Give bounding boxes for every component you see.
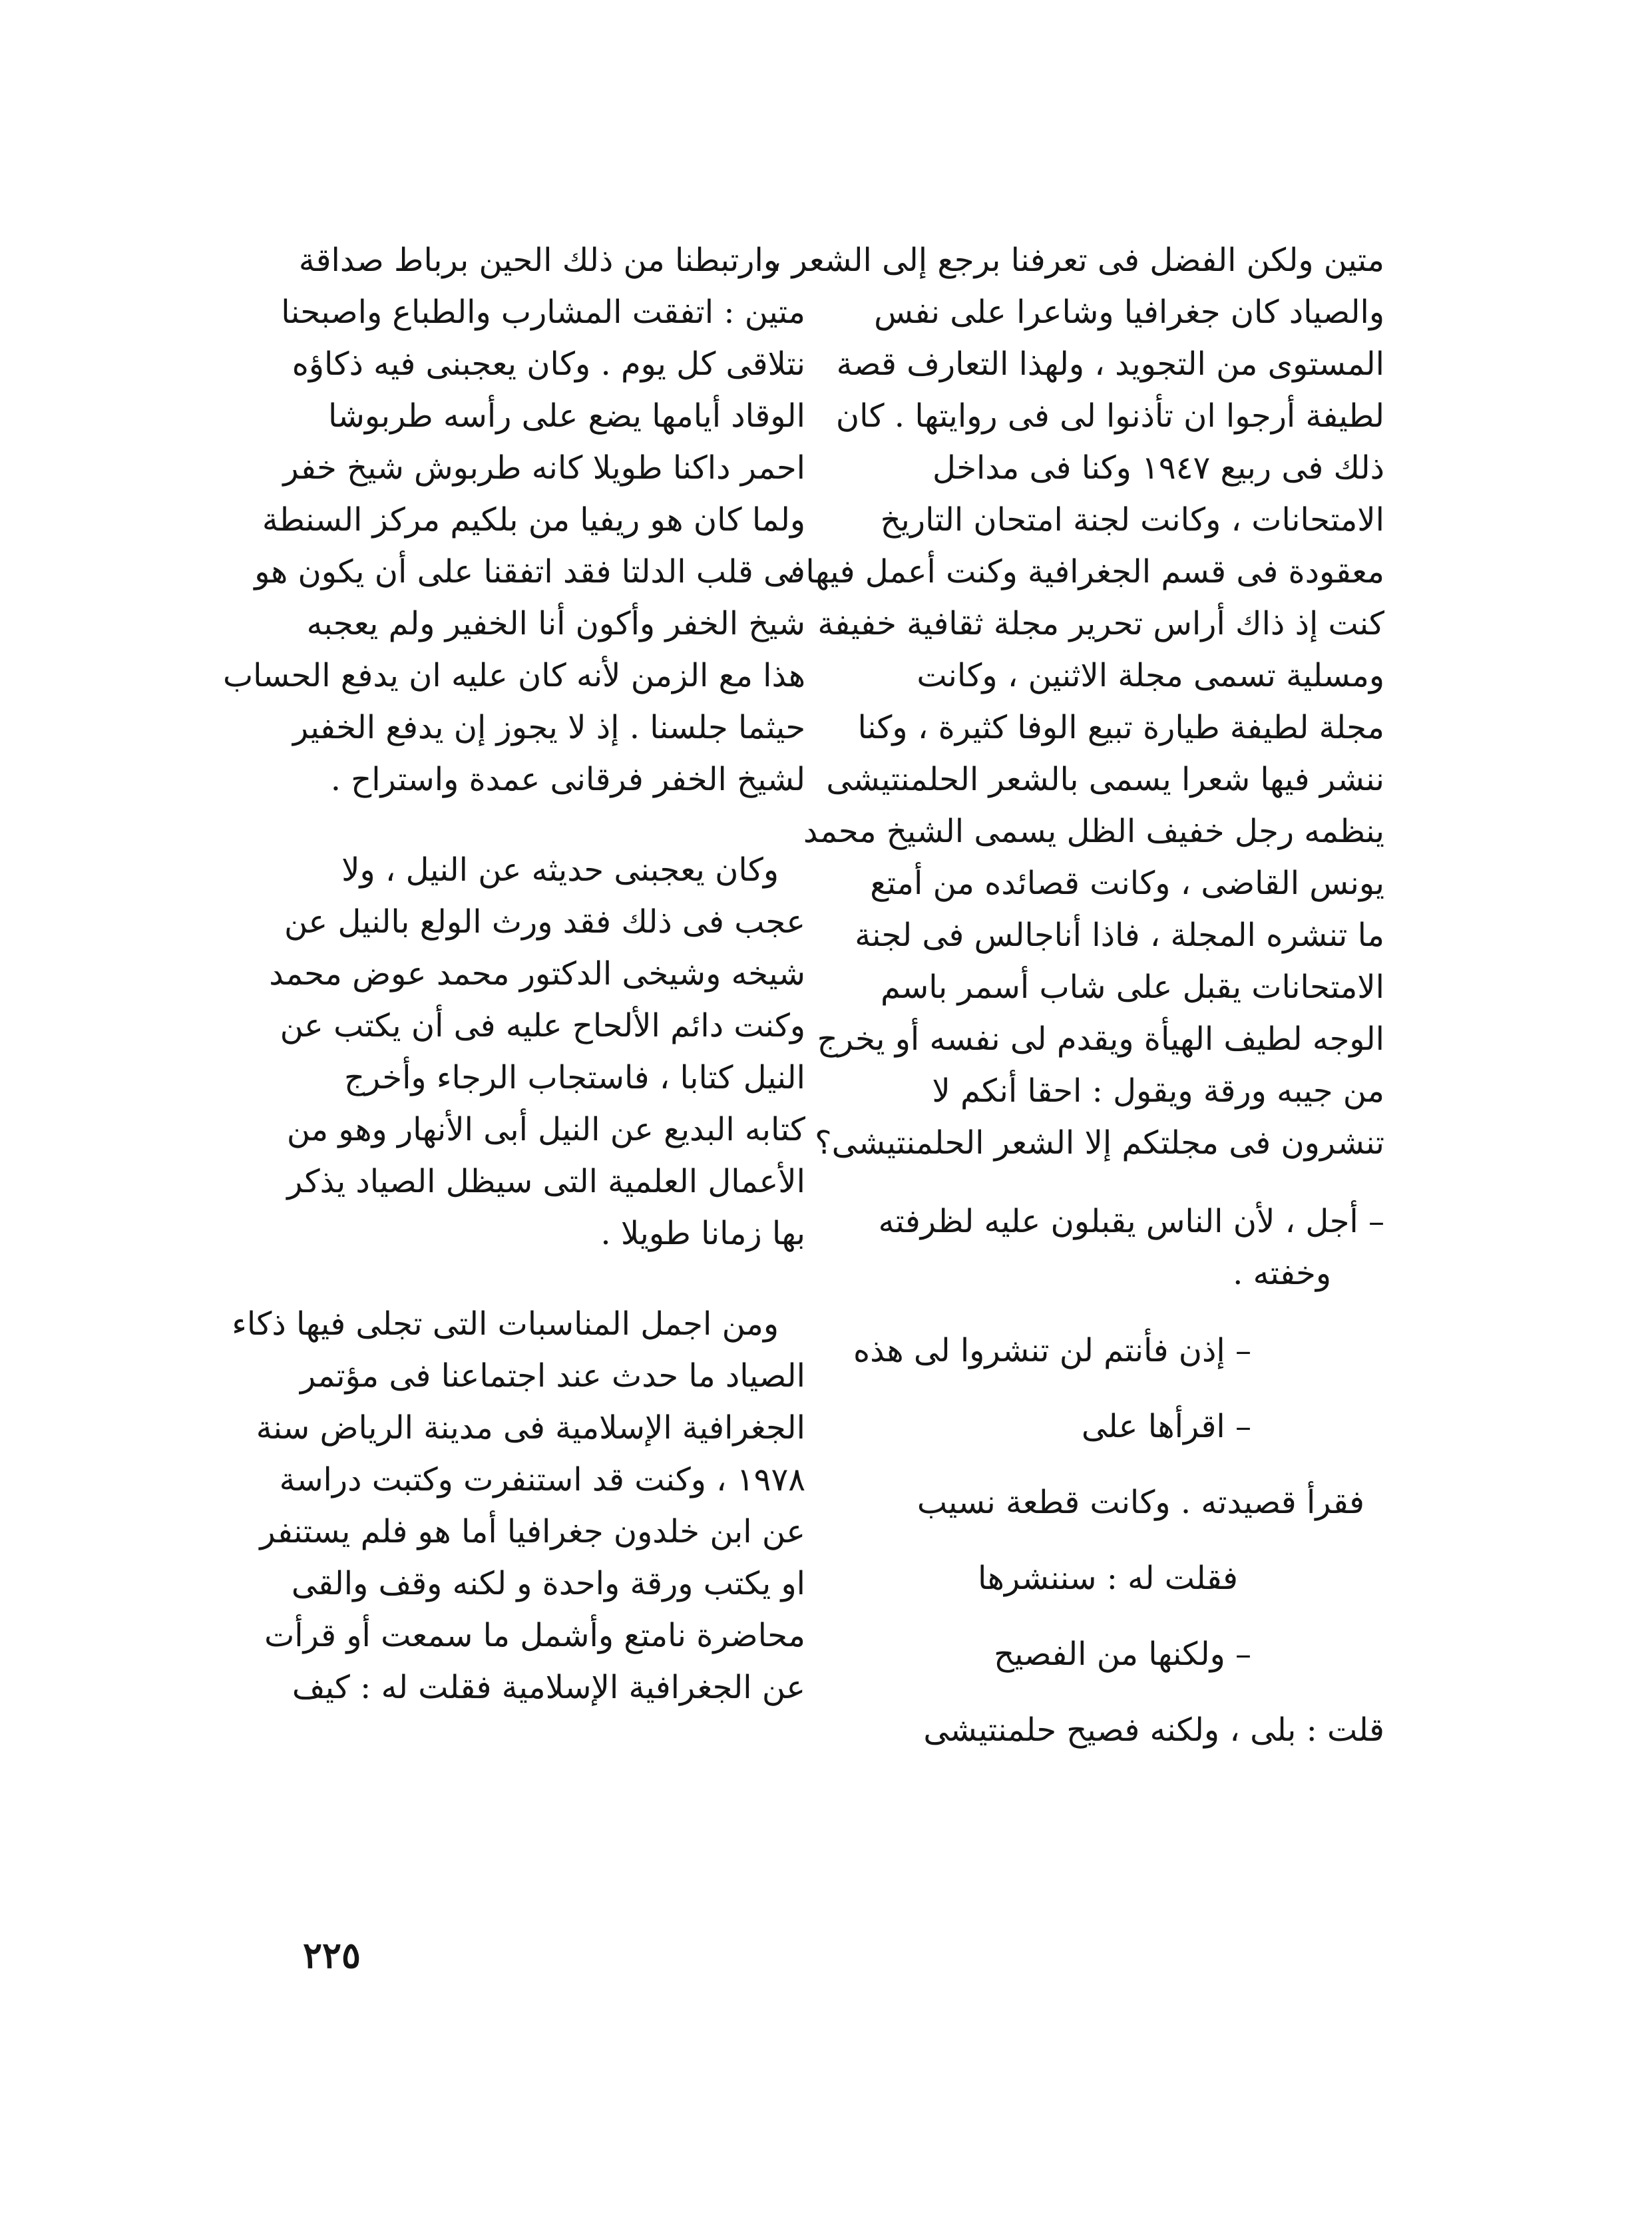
text-line: متين : اتفقت المشارب والطباع واصبحنا: [281, 294, 805, 331]
text-line: ومن اجمل المناسبات التى تجلى فيها ذكاء: [232, 1305, 779, 1343]
text-line: ينظمه رجل خفيف الظل يسمى الشيخ محمد: [803, 813, 1384, 850]
text-line: كنت إذ ذاك أراس تحرير مجلة ثقافية خفيفة: [817, 605, 1384, 642]
text-line: متين ولكن الفضل فى تعرفنا برجع إلى الشعر ،: [771, 242, 1384, 279]
dialogue-line: فقلت له : سننشرها: [978, 1560, 1238, 1597]
right-paragraph-1: [771, 234, 1384, 1169]
text-line: او يكتب ورقة واحدة و لكنه وقف والقى: [291, 1565, 805, 1602]
text-line: حيثما جلسنا . إذ لا يجوز إن يدفع الخفير: [292, 709, 805, 746]
dialogue-line: – إذن فأنتم لن تنشروا لى هذه: [853, 1332, 1251, 1369]
text-line: لطيفة أرجوا ان تأذنوا لى فى روايتها . كان: [835, 397, 1384, 435]
dialogue-line: – ولكنها من الفصيح: [994, 1636, 1251, 1673]
dialogue-line: فقرأ قصيدته . وكانت قطعة نسيب: [917, 1484, 1364, 1521]
dialogue-line: – اقرأها على: [1081, 1408, 1251, 1445]
paragraph-gap: [300, 805, 805, 844]
right-column: [771, 234, 1384, 1756]
text-line: فى قلب الدلتا فقد اتفقنا على أن يكون هو: [254, 553, 805, 590]
text-line: عن ابن خلدون جغرافيا أما هو فلم يستنفر: [260, 1513, 805, 1550]
text-line: الأعمال العلمية التى سيظل الصياد يذكر: [287, 1163, 805, 1200]
text-line: الجغرافية الإسلامية فى مدينة الرياض سنة: [256, 1409, 805, 1447]
text-line: شيخه وشيخى الدكتور محمد عوض محمد: [269, 955, 805, 993]
text-line: وارتبطنا من ذلك الحين برباط صداقة: [298, 242, 779, 279]
text-line: الامتحانات يقبل على شاب أسمر باسم: [881, 969, 1384, 1006]
text-line: يونس القاضى ، وكانت قصائده من أمتع: [870, 865, 1384, 902]
text-line: من جيبه ورقة ويقول : احقا أنكم لا: [932, 1072, 1384, 1110]
text-line: ننشر فيها شعرا يسمى بالشعر الحلمنتيشى: [826, 761, 1384, 798]
text-line: كتابه البديع عن النيل أبى الأنهار وهو من: [286, 1111, 805, 1148]
text-line: ولما كان هو ريفيا من بلكيم مركز السنطة: [262, 501, 805, 539]
text-line: والصياد كان جغرافيا وشاعرا على نفس: [874, 294, 1384, 331]
dialogue-line: – أجل ، لأن الناس يقبلون عليه لظرفته: [878, 1203, 1384, 1240]
text-line: الصياد ما حدث عند اجتماعنا فى مؤتمر: [300, 1357, 805, 1395]
text-line: عجب فى ذلك فقد ورث الولع بالنيل عن: [284, 903, 805, 941]
text-line: محاضرة نامتع وأشمل ما سمعت أو قرأت: [264, 1617, 805, 1654]
text-line: وكنت دائم الألحاح عليه فى أن يكتب عن: [280, 1007, 805, 1044]
dialogue-block: [853, 1196, 1384, 1756]
text-line: ومسلية تسمى مجلة الاثنين ، وكانت: [917, 657, 1384, 694]
text-line: ما تنشره المجلة ، فاذا أناجالس فى لجنة: [855, 917, 1384, 954]
paragraph-gap: [300, 1259, 805, 1298]
text-line: معقودة فى قسم الجغرافية وكنت أعمل فيها ،: [785, 553, 1384, 590]
dialogue-line: وخفته .: [1233, 1255, 1331, 1292]
text-line: وكان يعجبنى حديثه عن النيل ، ولا: [341, 851, 779, 889]
left-paragraph-1: [222, 234, 805, 805]
left-column: [222, 234, 805, 1713]
text-line: النيل كتابا ، فاستجاب الرجاء وأخرج: [343, 1059, 805, 1096]
text-line: الوقاد أيامها يضع على رأسه طربوشا: [328, 397, 805, 435]
dialogue-line: قلت : بلى ، ولكنه فصيح حلمنتيشى: [923, 1711, 1384, 1749]
text-line: لشيخ الخفر فرقانى عمدة واستراح .: [330, 761, 805, 798]
paragraph-gap: [865, 1169, 1384, 1196]
text-line: تنشرون فى مجلتكم إلا الشعر الحلمنتيشى؟: [815, 1124, 1384, 1162]
text-line: ١٩٧٨ ، وكنت قد استنفرت وكتبت دراسة: [279, 1461, 805, 1498]
text-line: ذلك فى ربيع ١٩٤٧ وكنا فى مداخل: [932, 449, 1384, 487]
text-line: عن الجغرافية الإسلامية فقلت له : كيف: [292, 1669, 805, 1706]
text-line: شيخ الخفر وأكون أنا الخفير ولم يعجبه: [306, 605, 805, 642]
text-line: بها زمانا طويلا .: [600, 1215, 805, 1252]
text-line: الامتحانات ، وكانت لجنة امتحان التاريخ: [880, 501, 1384, 539]
left-paragraph-2: [269, 844, 805, 1259]
text-line: المستوى من التجويد ، ولهذا التعارف قصة: [836, 345, 1384, 383]
text-line: نتلاقى كل يوم . وكان يعجبنى فيه ذكاؤه: [292, 345, 805, 383]
text-line: احمر داكنا طويلا كانه طربوش شيخ خفر: [283, 449, 805, 487]
text-line: هذا مع الزمن لأنه كان عليه ان يدفع الحساب: [222, 657, 805, 694]
left-paragraph-3: [232, 1298, 805, 1713]
page-number: ٢٢٥: [303, 1934, 361, 1976]
text-line: مجلة لطيفة طيارة تبيع الوفا كثيرة ، وكنا: [857, 709, 1384, 746]
text-line: الوجه لطيف الهيأة ويقدم لى نفسه أو يخرج: [817, 1020, 1384, 1058]
